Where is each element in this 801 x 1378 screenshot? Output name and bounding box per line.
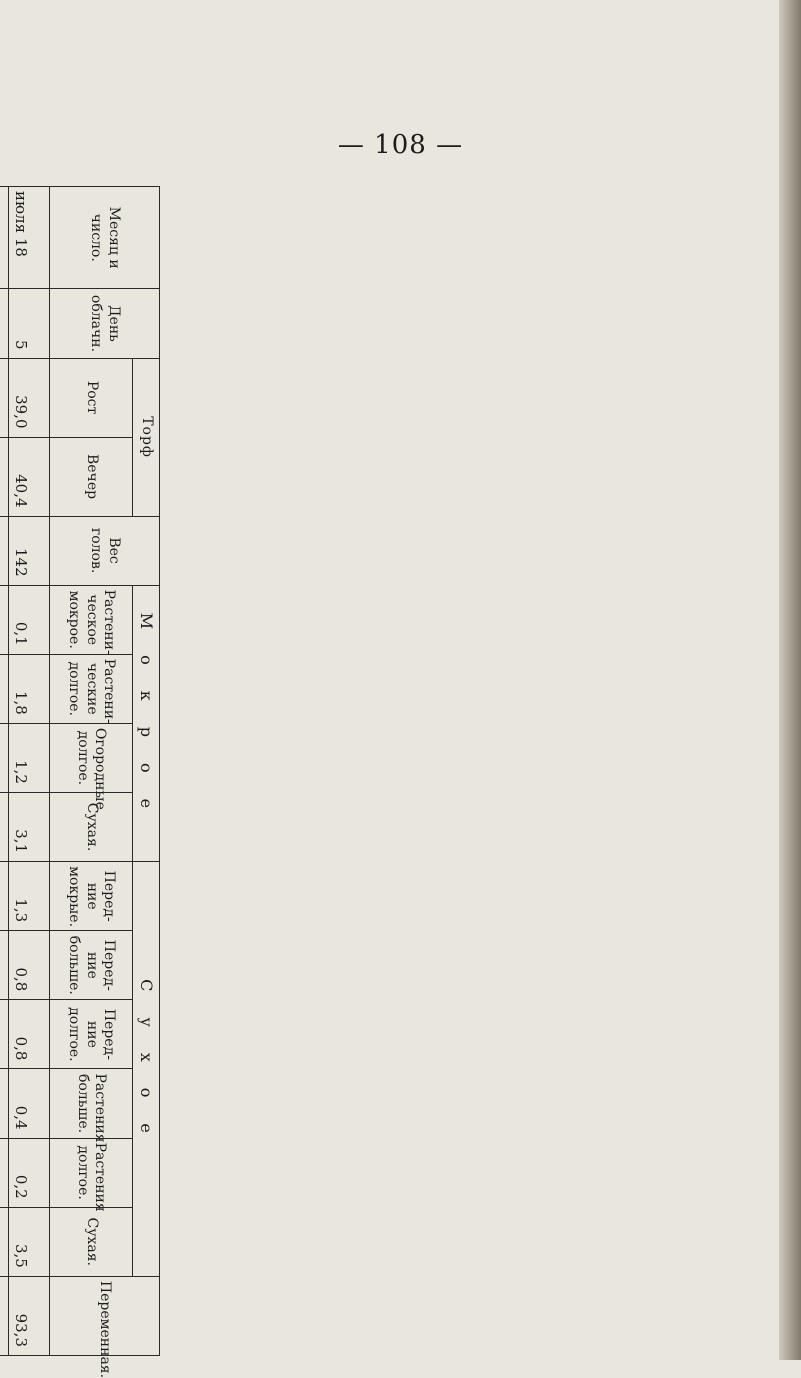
cell-s1: 1,3 <box>9 862 50 931</box>
rotated-table-container <box>0 186 160 1378</box>
cell-vecher: 40,4 <box>9 437 50 516</box>
header-m1: Растеническое мокрое. <box>50 585 133 654</box>
cell-s4 <box>0 1069 9 1138</box>
cell-date-day: 18 <box>12 237 30 257</box>
header-s4: Растения больше. <box>50 1069 133 1138</box>
header-group-mokroe: Мокрое <box>133 585 160 862</box>
cell-m4 <box>0 792 9 861</box>
cell-m2 <box>0 654 9 723</box>
header-date: Месяц и число. <box>50 187 160 289</box>
cell-m3 <box>0 723 9 792</box>
cell-rost <box>0 358 9 437</box>
header-peremennaya: Переменная. <box>50 1276 160 1355</box>
header-m3: Огородные долгое. <box>50 723 133 792</box>
header-s1: Передние мокрые. <box>50 862 133 931</box>
header-volok: Вес голов. <box>50 516 160 585</box>
header-m2: Растенические долгое. <box>50 654 133 723</box>
cell-m1: 0,1 <box>9 585 50 654</box>
cell-rost: 39,0 <box>9 358 50 437</box>
cell-m1 <box>0 585 9 654</box>
cell-volok: 142 <box>9 516 50 585</box>
cell-date <box>9 187 50 289</box>
table-row <box>0 187 9 1356</box>
cell-s3: 0,8 <box>9 1000 50 1069</box>
header-vecher: Вечер <box>50 437 133 516</box>
cell-s2: 0,8 <box>9 931 50 1000</box>
cell-s1 <box>0 862 9 931</box>
header-s3: Передние долгое. <box>50 1000 133 1069</box>
cell-date <box>0 187 9 289</box>
cell-s3 <box>0 1000 9 1069</box>
cell-vecher <box>0 437 9 516</box>
cell-s5 <box>0 1138 9 1207</box>
cell-s4: 0,4 <box>9 1069 50 1138</box>
cell-s6: 3,5 <box>9 1207 50 1276</box>
cell-m2: 1,8 <box>9 654 50 723</box>
cell-den <box>0 289 9 358</box>
cell-m3: 1,2 <box>9 723 50 792</box>
header-s5: Растения долгое. <box>50 1138 133 1207</box>
header-group-torf: Торф <box>133 358 160 516</box>
table-row <box>9 187 50 1356</box>
book-edge <box>779 0 801 1360</box>
header-s6: Сухая. <box>50 1207 133 1276</box>
header-den: День облачн. <box>50 289 160 358</box>
cell-per: 93,3 <box>9 1276 50 1355</box>
cell-s5: 0,2 <box>9 1138 50 1207</box>
cell-volok <box>0 516 9 585</box>
header-s2: Передние больше. <box>50 931 133 1000</box>
cell-per <box>0 1276 9 1355</box>
header-group-sukhoe: Сухое <box>133 862 160 1277</box>
cell-s6 <box>0 1207 9 1276</box>
header-m4: Сухая. <box>50 792 133 861</box>
cell-date-month: июля <box>12 191 30 234</box>
cell-den: 5 <box>9 289 50 358</box>
cell-m4: 3,1 <box>9 792 50 861</box>
cell-s2 <box>0 931 9 1000</box>
data-table <box>0 186 160 1378</box>
header-rost: Рост <box>50 358 133 437</box>
page-number: — 108 — <box>337 130 464 160</box>
